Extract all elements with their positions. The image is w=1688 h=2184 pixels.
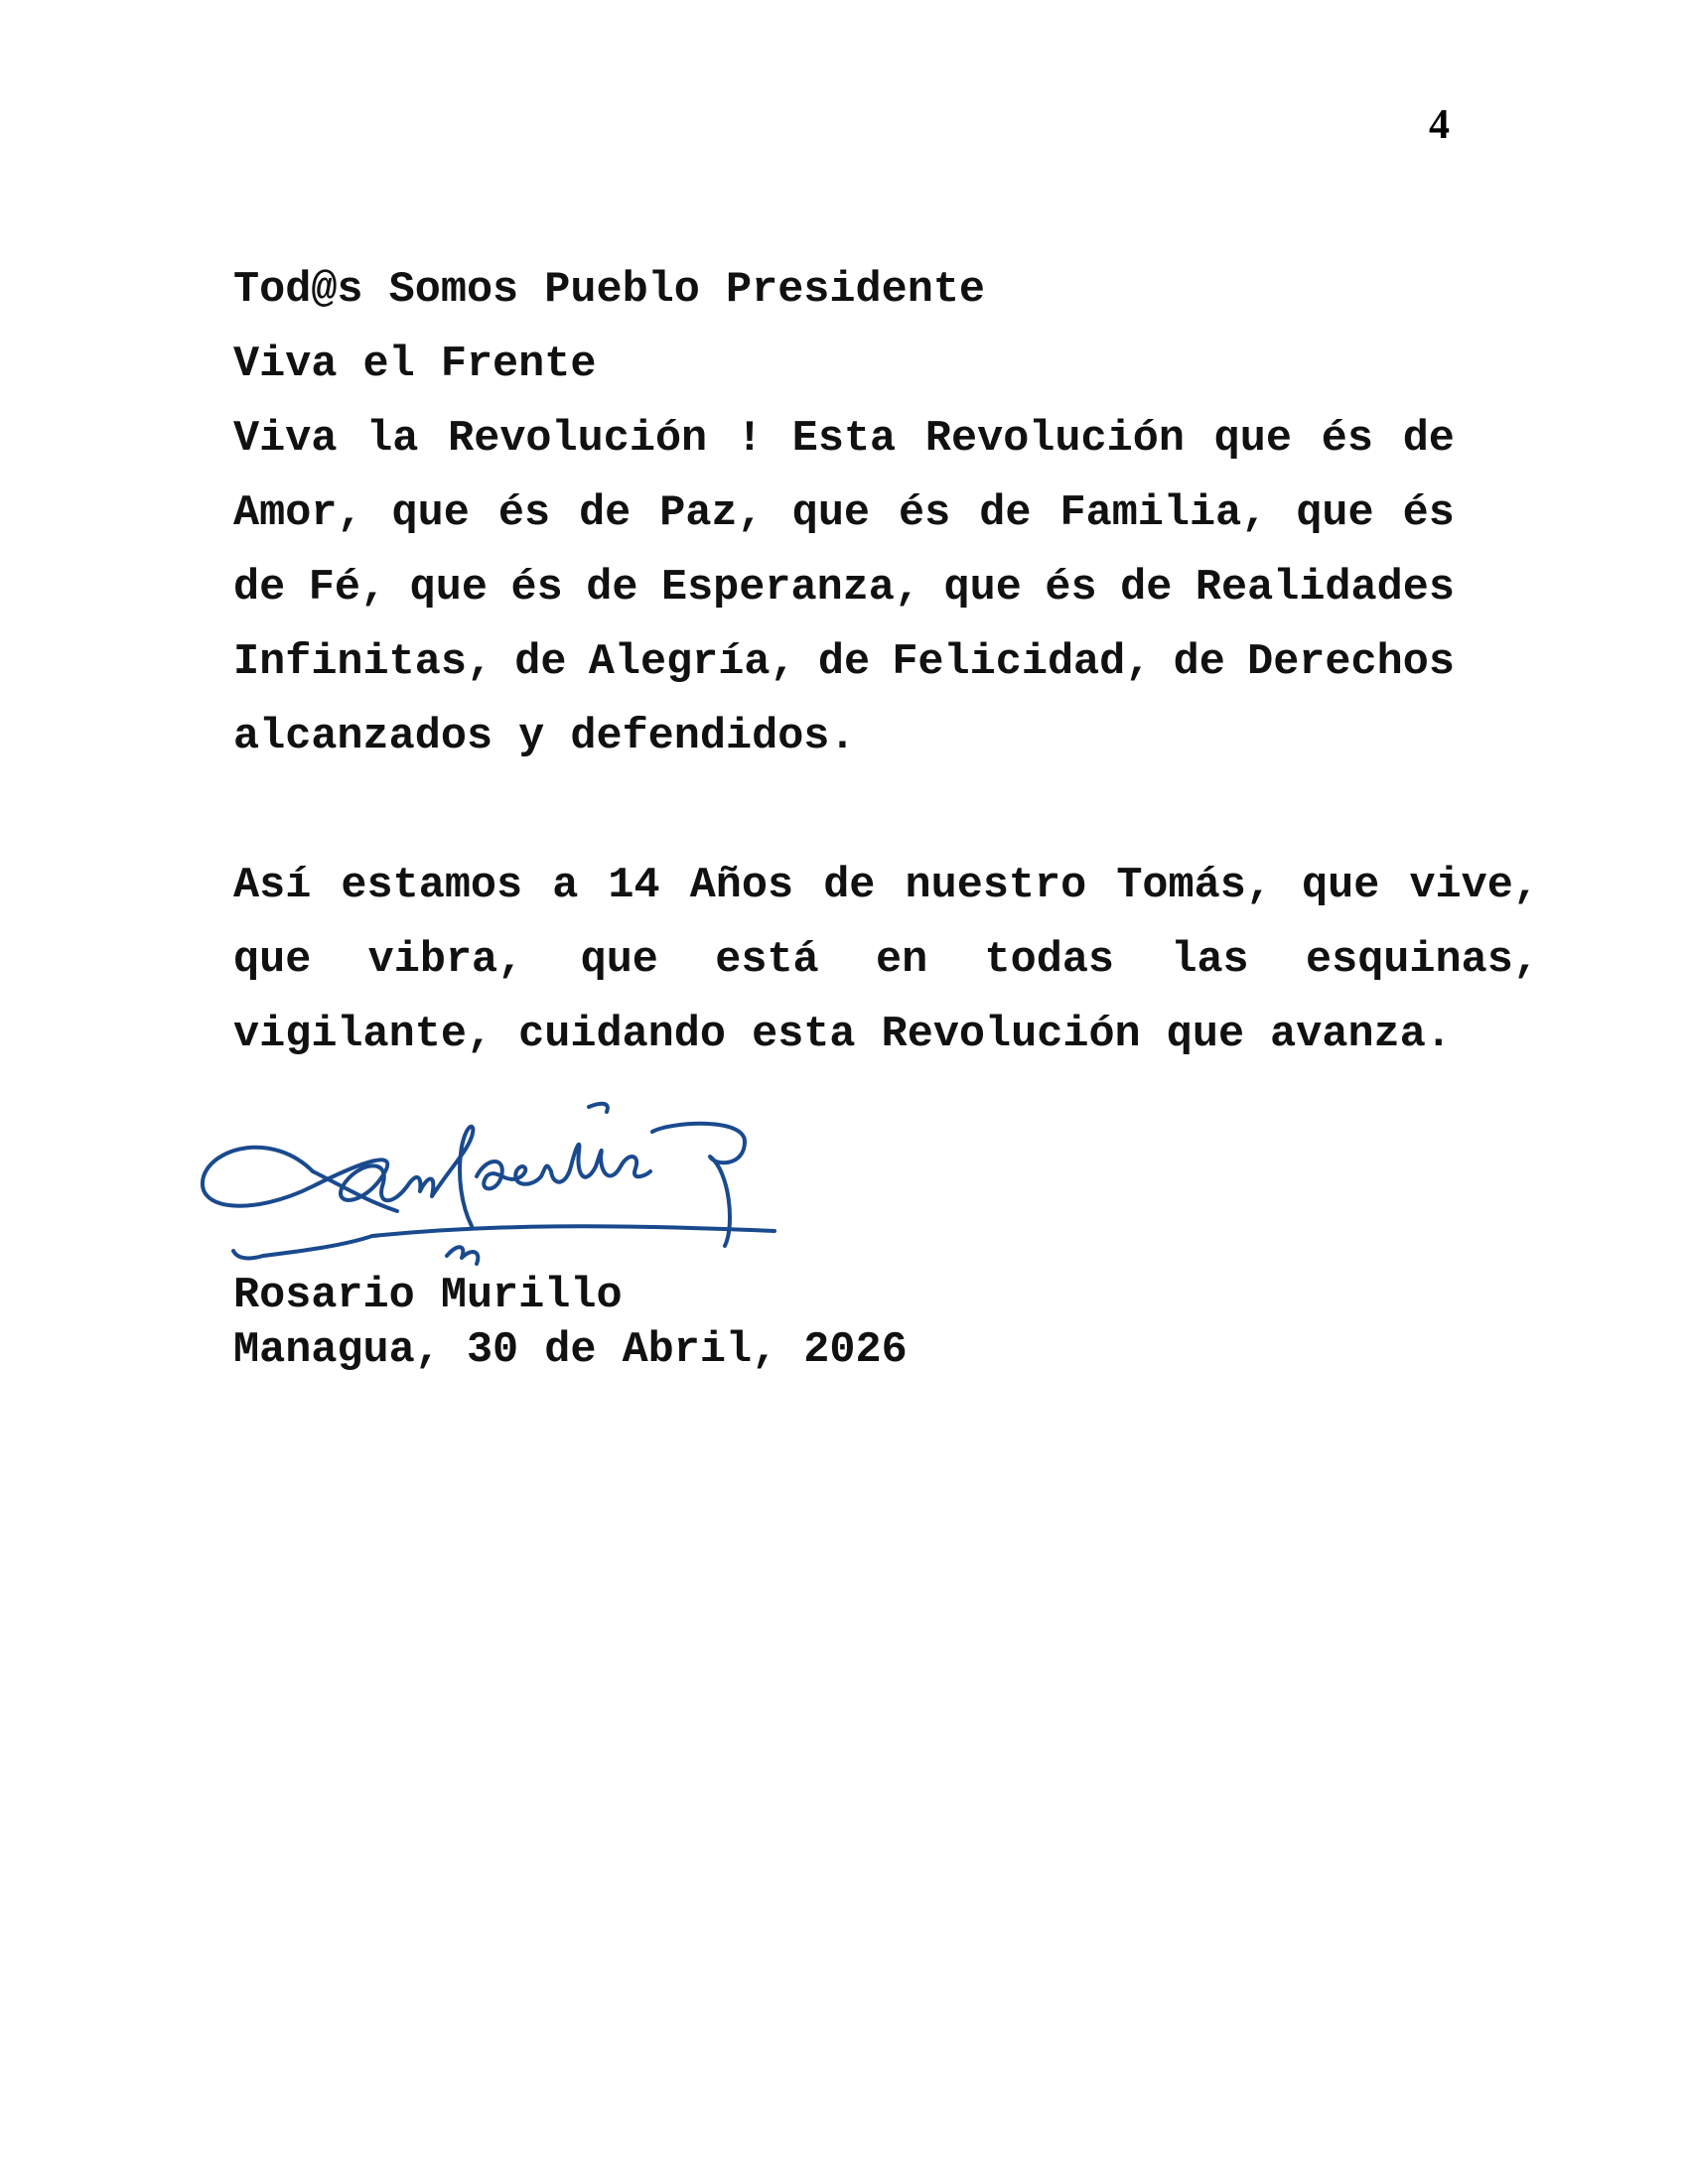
- text-line: [233, 477, 1455, 551]
- word: és: [1045, 564, 1097, 613]
- word: que: [409, 564, 488, 613]
- word: vibra,: [367, 936, 524, 985]
- signature-image: [194, 1077, 809, 1296]
- word: que: [1302, 862, 1380, 910]
- word: de: [514, 638, 567, 687]
- word: de: [233, 564, 286, 613]
- word: a: [552, 862, 579, 910]
- text-line: [233, 402, 1455, 477]
- word: Paz,: [659, 489, 764, 538]
- word: és: [1321, 415, 1373, 464]
- greeting-line: Viva el Frente: [233, 341, 597, 389]
- word: de: [823, 862, 876, 910]
- word: és: [899, 489, 951, 538]
- signer-name: Rosario Murillo: [233, 1272, 623, 1320]
- word: Alegría,: [588, 638, 796, 687]
- text-line: [233, 849, 1539, 923]
- place-date: Managua, 30 de Abril, 2026: [233, 1326, 908, 1375]
- word: Esperanza,: [660, 564, 921, 613]
- word: que: [1296, 489, 1374, 538]
- word: Revolución: [924, 415, 1185, 464]
- greeting-line: Tod@s Somos Pueblo Presidente: [233, 266, 986, 315]
- word: de: [1120, 564, 1173, 613]
- word: és: [497, 489, 551, 538]
- word: de: [979, 489, 1032, 538]
- word: de: [817, 638, 871, 687]
- text-line: [233, 625, 1455, 700]
- word: és: [510, 564, 563, 613]
- page-number: 4: [1429, 102, 1450, 148]
- word: Felicidad,: [892, 638, 1152, 687]
- paragraph-revolution: [233, 402, 1455, 774]
- text-line: [233, 998, 1539, 1072]
- word: en: [875, 936, 928, 985]
- word: todas: [984, 936, 1115, 985]
- word: Revolución: [448, 415, 708, 464]
- word: que: [580, 936, 658, 985]
- word: vive,: [1409, 862, 1539, 910]
- word: Así: [233, 862, 312, 910]
- word: nuestro: [905, 862, 1087, 910]
- text-line: [233, 551, 1455, 625]
- text-line: [233, 923, 1539, 998]
- word: que: [1213, 415, 1292, 464]
- word: que: [391, 489, 470, 538]
- word: Tomás,: [1116, 862, 1272, 910]
- word: que: [943, 564, 1022, 613]
- word: de: [1173, 638, 1225, 687]
- word: Fé,: [308, 564, 387, 613]
- text-line: [233, 700, 1455, 774]
- word: Esta: [791, 415, 897, 464]
- word: de: [586, 564, 638, 613]
- word: esquinas,: [1305, 936, 1539, 985]
- word: de: [579, 489, 632, 538]
- word: Amor,: [233, 489, 363, 538]
- word: de: [1402, 415, 1455, 464]
- paragraph-tomas: [233, 849, 1539, 1072]
- word: 14: [608, 862, 660, 910]
- word: !: [736, 415, 763, 464]
- word: és: [1402, 489, 1455, 538]
- word: las: [1171, 936, 1249, 985]
- word: Realidades: [1195, 564, 1455, 613]
- word: que: [233, 936, 312, 985]
- word: la: [366, 415, 419, 464]
- word: Infinitas,: [233, 638, 493, 687]
- word: vigilante, cuidando esta Revolución que avanza.: [233, 1011, 1452, 1059]
- word: que: [791, 489, 871, 538]
- greeting-block: [233, 253, 1455, 402]
- word: Viva: [233, 415, 338, 464]
- word: Años: [689, 862, 794, 910]
- word: está: [715, 936, 819, 985]
- word: Familia,: [1059, 489, 1268, 538]
- word: Derechos: [1247, 638, 1455, 687]
- word: alcanzados y defendidos.: [233, 713, 856, 761]
- word: estamos: [341, 862, 523, 910]
